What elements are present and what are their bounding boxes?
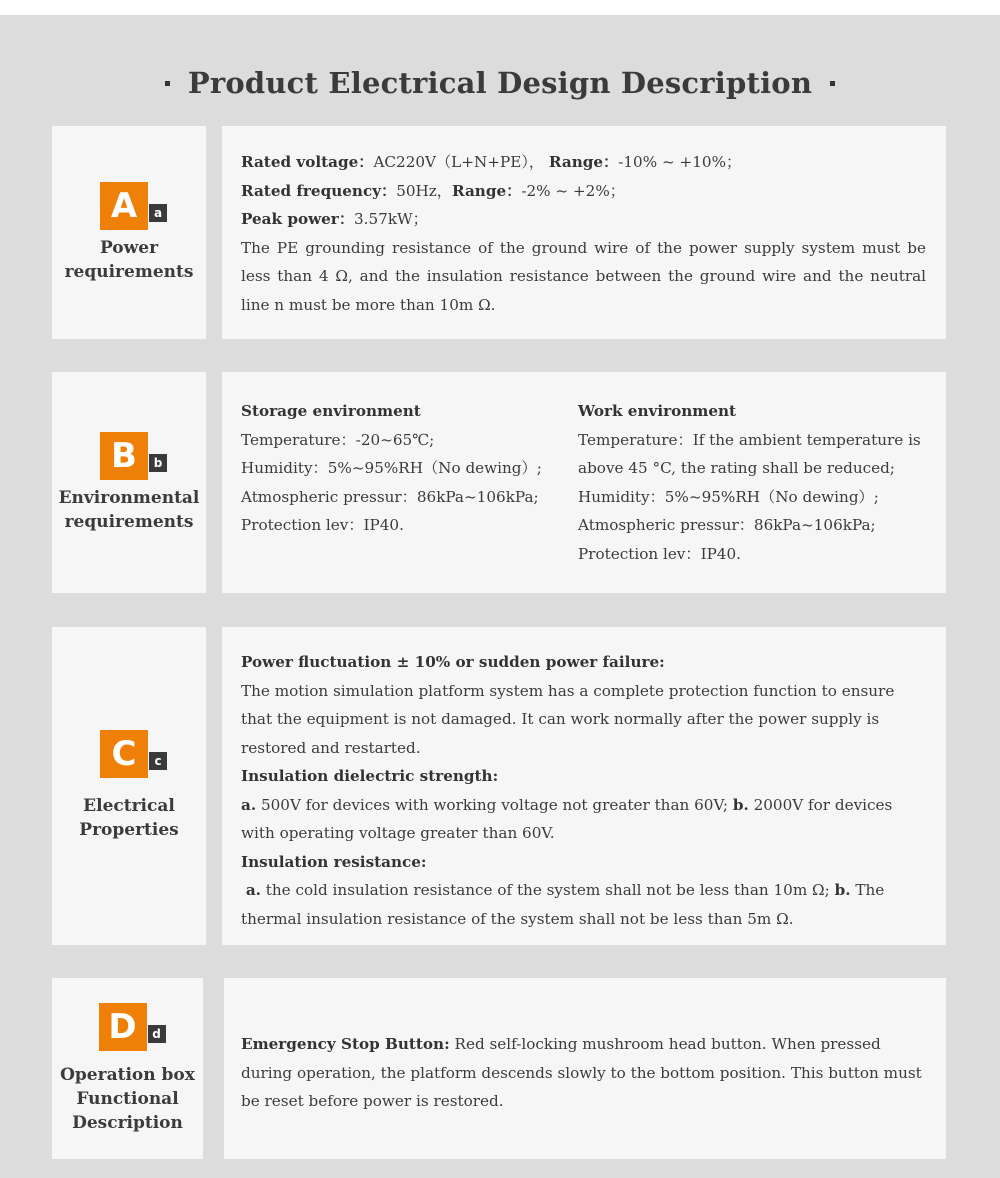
badge-c-letter: C xyxy=(100,730,148,778)
electrical-label-panel xyxy=(52,627,206,945)
operation-box-content-panel xyxy=(224,978,946,1159)
badge-b-letter: B xyxy=(100,432,148,480)
power-label-panel xyxy=(52,126,206,339)
dielectric-a-label: a. xyxy=(241,795,257,814)
resistance-b-label: b. xyxy=(834,881,851,899)
label-line: Functional xyxy=(76,1088,179,1109)
rated-frequency-value: 50Hz， xyxy=(396,181,452,200)
top-strip xyxy=(0,0,1000,15)
electrical-properties-label xyxy=(79,794,178,842)
work-environment xyxy=(578,397,926,568)
power-content-panel xyxy=(222,126,946,339)
badge-c-sub: c xyxy=(149,752,167,770)
power-content xyxy=(222,148,946,319)
rated-voltage-label: Rated voltage： xyxy=(241,153,374,171)
electrical-content xyxy=(222,648,946,933)
dielectric-b-label: b. xyxy=(732,795,749,814)
resistance-a-text: the cold insulation resistance of the system shall not be less than 10m Ω; xyxy=(265,881,830,899)
label-line: requirements xyxy=(64,261,194,282)
page-title-text: Product Electrical Design Description xyxy=(187,66,813,100)
badge-a-letter: A xyxy=(100,182,148,230)
work-pressure: Atmospheric pressur：86kPa~106kPa; xyxy=(578,516,876,534)
badge-a-sub: a xyxy=(149,204,167,222)
label-line: Description xyxy=(72,1112,183,1133)
operation-box-label-panel xyxy=(52,978,203,1159)
peak-power-value: 3.57kW； xyxy=(354,210,428,228)
environment-label-panel xyxy=(52,372,206,593)
storage-temperature: Temperature：-20~65℃; xyxy=(241,430,435,449)
operation-box-content xyxy=(224,1030,946,1116)
label-line: Electrical xyxy=(83,796,175,816)
work-heading: Work environment xyxy=(578,402,737,420)
emergency-stop-label: Emergency Stop Button: xyxy=(241,1035,450,1053)
work-humidity: Humidity：5%~95%RH（No dewing）; xyxy=(578,487,879,506)
fluctuation-heading: Power fluctuation ± 10% or sudden power failure: xyxy=(241,653,665,671)
rated-frequency-line xyxy=(241,177,926,206)
grounding-text: The PE grounding resistance of the ground wire of the power supply system must be less than 4 Ω, and the insulation resistance between the ground wire and the neutral line n must be more than 10m Ω. xyxy=(241,238,926,314)
rated-voltage-line xyxy=(241,148,926,177)
peak-power-line xyxy=(241,205,926,234)
storage-heading: Storage environment xyxy=(241,402,421,420)
dielectric-a-text: 500V for devices with working voltage not greater than 60V; xyxy=(260,795,728,814)
label-line: Properties xyxy=(79,820,179,840)
label-line: requirements xyxy=(64,511,194,532)
dielectric-heading: Insulation dielectric strength: xyxy=(241,767,499,785)
title-bullet-right xyxy=(830,81,835,86)
title-bullet-left xyxy=(165,81,170,86)
badge-b xyxy=(100,432,163,480)
badge-b-sub: b xyxy=(149,454,167,472)
resistance-heading: Insulation resistance: xyxy=(241,852,427,871)
range-value: -10% ~ +10%； xyxy=(618,153,742,171)
environment-content xyxy=(222,397,946,568)
rated-voltage-value: AC220V（L+N+PE）， xyxy=(373,153,545,171)
peak-power-label: Peak power： xyxy=(241,210,355,228)
environment-content-panel xyxy=(222,372,946,593)
storage-pressure: Atmospheric pressur：86kPa~106kPa; xyxy=(241,487,539,506)
storage-environment xyxy=(241,397,578,568)
dielectric-b-text: 2000V for devices with operating voltage greater than 60V. xyxy=(241,795,893,842)
work-protection: Protection lev：IP40. xyxy=(578,544,741,563)
page-title xyxy=(0,66,1000,100)
power-requirements-label xyxy=(65,236,194,284)
emergency-stop-text xyxy=(241,1030,926,1116)
label-line: Power xyxy=(99,237,159,258)
emergency-stop-description: Red self-locking mushroom head button. When pressed during operation, the platform descends slowly to the bottom position. This button must be reset before power is restored. xyxy=(241,1035,922,1110)
operation-box-label xyxy=(60,1063,195,1135)
storage-protection: Protection lev：IP40. xyxy=(241,516,404,534)
badge-c xyxy=(100,730,162,778)
label-line: Operation box xyxy=(60,1064,195,1085)
frequency-range-value: -2% ~ +2%； xyxy=(521,181,625,200)
rated-frequency-label: Rated frequency： xyxy=(241,181,397,200)
storage-humidity: Humidity：5%~95%RH（No dewing）; xyxy=(241,459,542,477)
badge-d xyxy=(99,1003,161,1051)
resistance-a-label: a. xyxy=(245,881,261,899)
badge-a xyxy=(100,182,163,230)
badge-d-sub: d xyxy=(148,1025,166,1043)
environmental-requirements-label xyxy=(59,486,200,534)
resistance-b-text: The thermal insulation resistance of the system shall not be less than 5m Ω. xyxy=(241,881,885,928)
resistance-text xyxy=(241,876,926,933)
work-temperature: Temperature：If the ambient temperature is above 45 °C, the rating shall be reduced; xyxy=(578,430,921,477)
badge-d-letter: D xyxy=(99,1003,147,1051)
electrical-content-panel xyxy=(222,627,946,945)
range-label: Range： xyxy=(548,153,619,171)
frequency-range-label: Range： xyxy=(452,181,522,200)
fluctuation-text: The motion simulation platform system has a complete protection function to ensure that the equipment is not damaged. It can work normally after the power supply is restored and restarted. xyxy=(241,681,895,757)
label-line: Environmental xyxy=(58,487,200,508)
dielectric-text xyxy=(241,791,926,848)
